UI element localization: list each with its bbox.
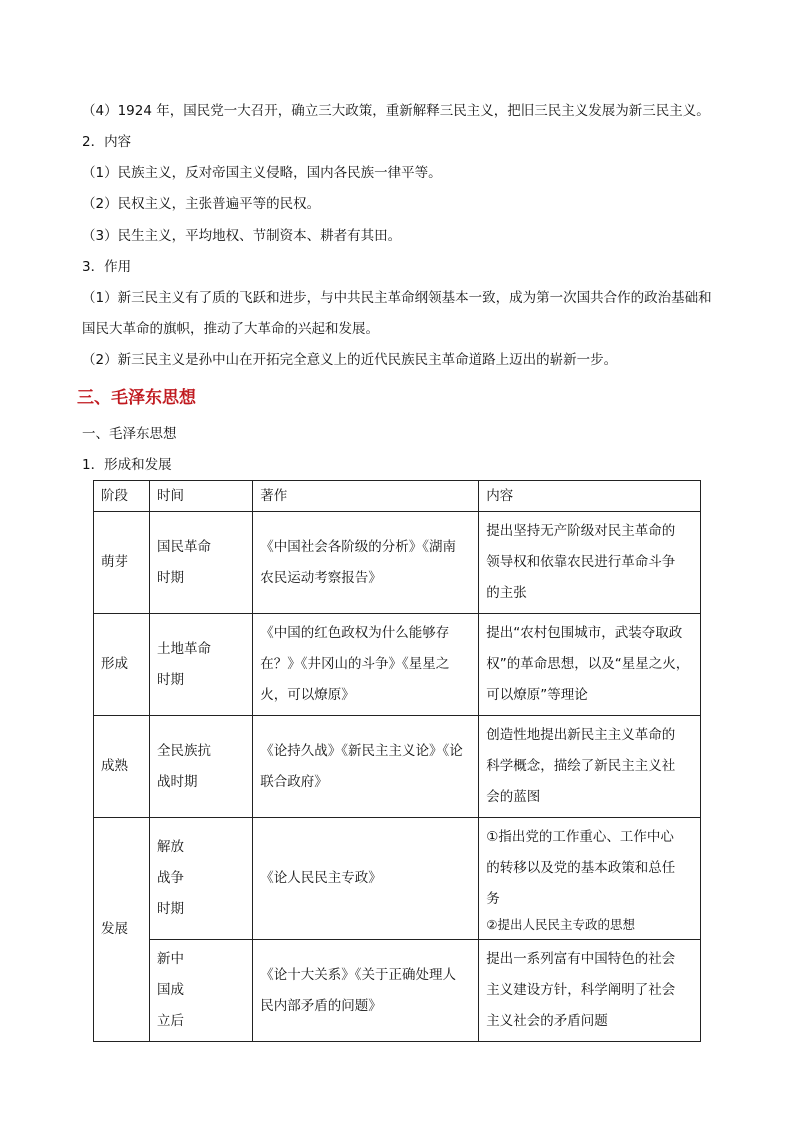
content-line: 领导权和依靠农民进行革命斗争 <box>486 554 676 570</box>
content-line: 务 <box>486 891 500 907</box>
time-line: 立后 <box>156 1013 184 1029</box>
thought-development-table <box>93 480 701 1042</box>
paragraph-point-4: （4）1924 年，国民党一大召开，确立三大政策，重新解释三民主义，把旧三民主义发展为新三民主义。 <box>82 103 710 119</box>
content-line: 的主张 <box>486 585 527 601</box>
table-row <box>94 716 701 818</box>
time-line: 解放 <box>156 839 184 855</box>
heading-content: 2．内容 <box>82 134 132 150</box>
time-line: 新中 <box>156 951 184 967</box>
header-content: 内容 <box>479 481 701 512</box>
sub-title: 一、毛泽东思想 <box>82 426 177 442</box>
content-line: 权”的革命思想，以及“星星之火， <box>486 656 690 672</box>
time-line: 国民革命 <box>156 538 211 555</box>
content-line: 提出坚持无产阶级对民主革命的 <box>486 523 676 539</box>
sub-item-heading: 1．形成和发展 <box>82 457 172 473</box>
content-line: 科学概念，描绘了新民主主义社 <box>486 758 676 774</box>
paragraph-function-1a: （1）新三民主义有了质的飞跃和进步，与中共民主革命纲领基本一致，成为第一次国共合作的政治基础和 <box>82 290 712 306</box>
header-stage: 阶段 <box>94 481 150 512</box>
works-cell <box>253 940 479 1042</box>
content-cell <box>479 940 701 1042</box>
content-cell <box>479 716 701 818</box>
table-row <box>94 512 701 614</box>
table-header-row <box>94 481 701 512</box>
time-line: 战争 <box>156 870 184 886</box>
table-row <box>94 940 701 1042</box>
stage-cell: 发展 <box>94 818 150 1042</box>
table-row <box>94 614 701 716</box>
content-cell <box>479 512 701 614</box>
time-line: 国成 <box>156 982 184 998</box>
content-line: 提出“农村包围城市，武装夺取政 <box>486 625 683 641</box>
paragraph-function-2: （2）新三民主义是孙中山在开拓完全意义上的近代民族民主革命道路上迈出的崭新一步。 <box>82 352 618 368</box>
works-line: 《中国的红色政权为什么能够存 <box>260 625 450 641</box>
content-line-extra: ②提出人民民主专政的思想 <box>486 917 635 932</box>
works-cell <box>253 512 479 614</box>
content-line: 可以燎原”等理论 <box>486 687 588 703</box>
works-line: 《论持久战》《新民主主义论》《论 <box>260 742 463 759</box>
stage-cell: 萌芽 <box>94 512 150 614</box>
works-line: 《论人民民主专政》 <box>260 870 382 886</box>
works-cell <box>253 614 479 716</box>
works-line: 火，可以燎原》 <box>260 687 355 703</box>
paragraph-livelihood: （3）民生主义，平均地权、节制资本、耕者有其田。 <box>82 228 402 244</box>
time-line: 战时期 <box>156 773 198 790</box>
time-line: 全民族抗 <box>156 742 211 759</box>
content-cell <box>479 614 701 716</box>
works-line: 《论十大关系》《关于正确处理人 <box>260 966 457 983</box>
paragraph-nationalism: （1）民族主义，反对帝国主义侵略，国内各民族一律平等。 <box>82 165 442 181</box>
time-line: 时期 <box>156 671 184 688</box>
content-line: ①指出党的工作重心、工作中心 <box>486 829 674 845</box>
works-cell <box>253 716 479 818</box>
works-cell <box>253 818 479 940</box>
time-cell <box>149 940 252 1042</box>
works-line: 农民运动考察报告》 <box>260 569 382 586</box>
works-line: 在？》《井冈山的斗争》《星星之 <box>260 656 450 672</box>
content-line: 提出一系列富有中国特色的社会 <box>486 951 676 967</box>
time-line: 时期 <box>156 569 184 586</box>
header-time: 时间 <box>149 481 252 512</box>
time-cell <box>149 614 252 716</box>
content-cell <box>479 818 701 940</box>
stage-cell: 形成 <box>94 614 150 716</box>
content-line: 主义建设方针，科学阐明了社会 <box>486 982 676 998</box>
paragraph-function-1b: 国民大革命的旗帜，推动了大革命的兴起和发展。 <box>82 321 379 337</box>
stage-cell: 成熟 <box>94 716 150 818</box>
time-cell <box>149 818 252 940</box>
content-line: 会的蓝图 <box>486 789 541 805</box>
paragraph-democracy: （2）民权主义，主张普遍平等的民权。 <box>82 196 321 212</box>
time-line: 时期 <box>156 901 184 917</box>
section-title: 三、毛泽东思想 <box>77 388 196 408</box>
time-cell <box>149 716 252 818</box>
table-row <box>94 818 701 940</box>
time-cell <box>149 512 252 614</box>
content-line: 主义社会的矛盾问题 <box>486 1013 608 1029</box>
heading-function: 3．作用 <box>82 259 132 275</box>
content-line: 的转移以及党的基本政策和总任 <box>486 860 676 876</box>
header-works: 著作 <box>253 481 479 512</box>
works-line: 《中国社会各阶级的分析》《湖南 <box>260 538 457 555</box>
content-line: 创造性地提出新民主主义革命的 <box>486 727 676 743</box>
time-line: 土地革命 <box>156 640 211 657</box>
works-line: 联合政府》 <box>260 773 328 790</box>
works-line: 民内部矛盾的问题》 <box>260 997 382 1014</box>
